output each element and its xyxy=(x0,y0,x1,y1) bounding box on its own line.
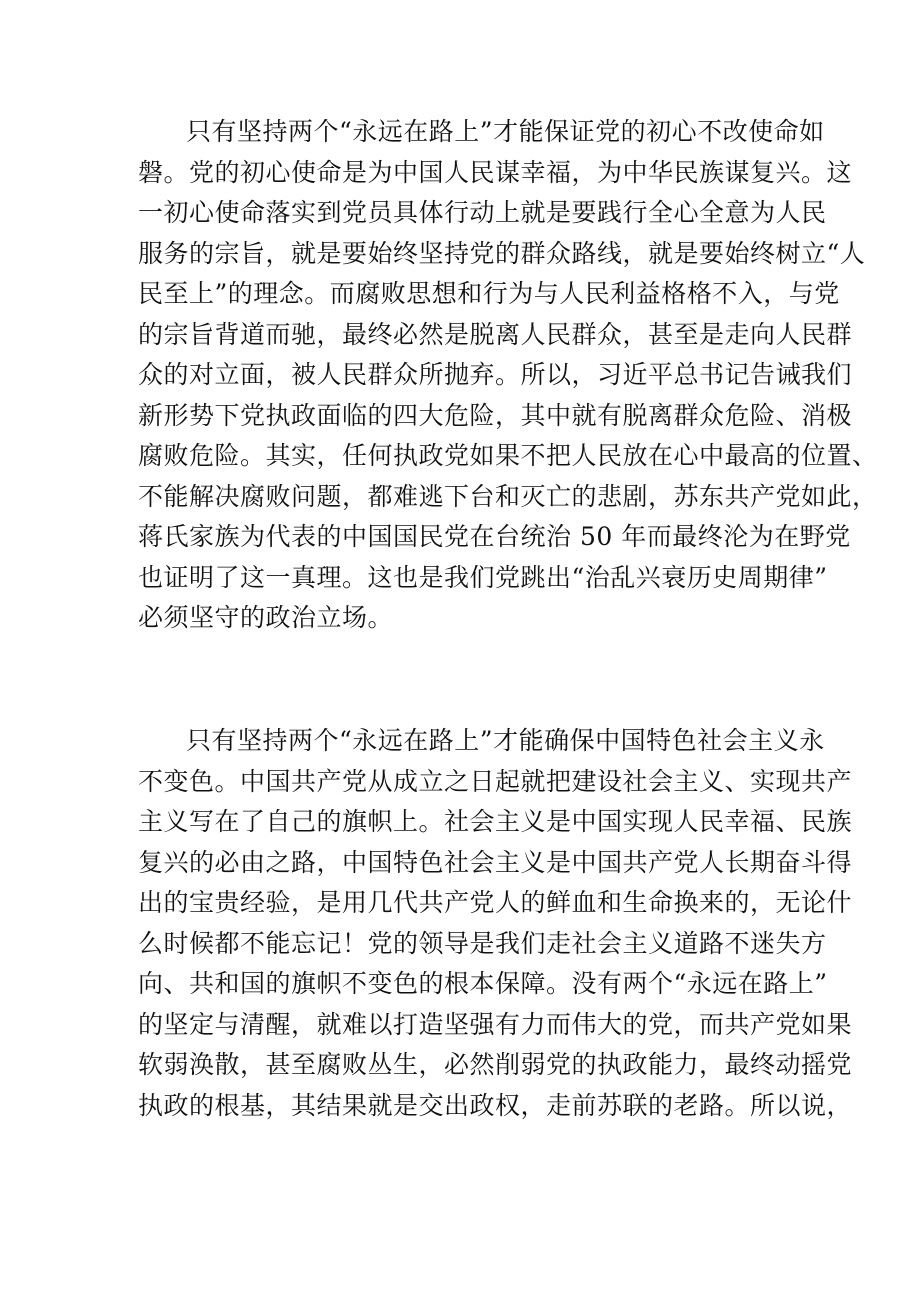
text-line: 磐。党的初心使命是为中国人民谋幸福，为中华民族谋复兴。这 xyxy=(138,157,853,187)
text-line: 蒋氏家族为代表的中国国民党在台统治 50 年而最终沦为在野党 xyxy=(138,522,851,551)
text-line: 必须坚守的政治立场。 xyxy=(138,603,394,632)
text-line: 只有坚持两个“永远在路上”才能确保中国特色社会主义永 xyxy=(186,726,825,755)
text-line: 执政的根基，其结果就是交出政权，走前苏联的老路。所以说， xyxy=(138,1090,853,1120)
text-line: 也证明了这一真理。这也是我们党跳出“治乱兴衰历史周期律” xyxy=(138,562,828,592)
text-line: 出的宝贵经验，是用几代共产党人的鲜血和生命换来的，无论什 xyxy=(138,888,853,917)
text-line: 复兴的必由之路，中国特色社会主义是中国共产党人长期奋斗得 xyxy=(138,847,853,877)
text-line: 主义写在了自己的旗帜上。社会主义是中国实现人民幸福、民族 xyxy=(138,807,853,836)
text-line: 么时候都不能忘记！党的领导是我们走社会主义道路不迷失方 xyxy=(138,928,827,958)
text-line: 的坚定与清醒，就难以打造坚强有力而伟大的党，而共产党如果 xyxy=(138,1009,853,1039)
text-line: 不变色。中国共产党从成立之日起就把建设社会主义、实现共产 xyxy=(138,766,853,796)
text-line: 软弱涣散，甚至腐败丛生，必然削弱党的执政能力，最终动摇党 xyxy=(138,1050,853,1079)
text-line: 服务的宗旨，就是要始终坚持党的群众路线，就是要始终树立“人 xyxy=(138,238,866,268)
text-line: 的宗旨背道而驰，最终必然是脱离人民群众，甚至是走向人民群 xyxy=(138,319,853,349)
text-line: 向、共和国的旗帜不变色的根本保障。没有两个“永远在路上” xyxy=(138,969,828,998)
text-line: 众的对立面，被人民群众所抛弃。所以，习近平总书记告诫我们 xyxy=(138,360,853,389)
text-line: 腐败危险。其实，任何执政党如果不把人民放在心中最高的位置、 xyxy=(138,441,878,470)
text-line: 一初心使命落实到党员具体行动上就是要践行全心全意为人民 xyxy=(138,198,827,227)
paragraph-2 xyxy=(138,721,853,1126)
paragraph-1 xyxy=(138,112,878,639)
text-line: 只有坚持两个“永远在路上”才能保证党的初心不改使命如 xyxy=(186,117,825,146)
text-line: 不能解决腐败问题，都难逃下台和灭亡的悲剧，苏东共产党如此， xyxy=(138,481,878,511)
text-line: 民至上”的理念。而腐败思想和行为与人民利益格格不入，与党 xyxy=(138,279,840,308)
text-line: 新形势下党执政面临的四大危险，其中就有脱离群众危险、消极 xyxy=(138,400,853,430)
